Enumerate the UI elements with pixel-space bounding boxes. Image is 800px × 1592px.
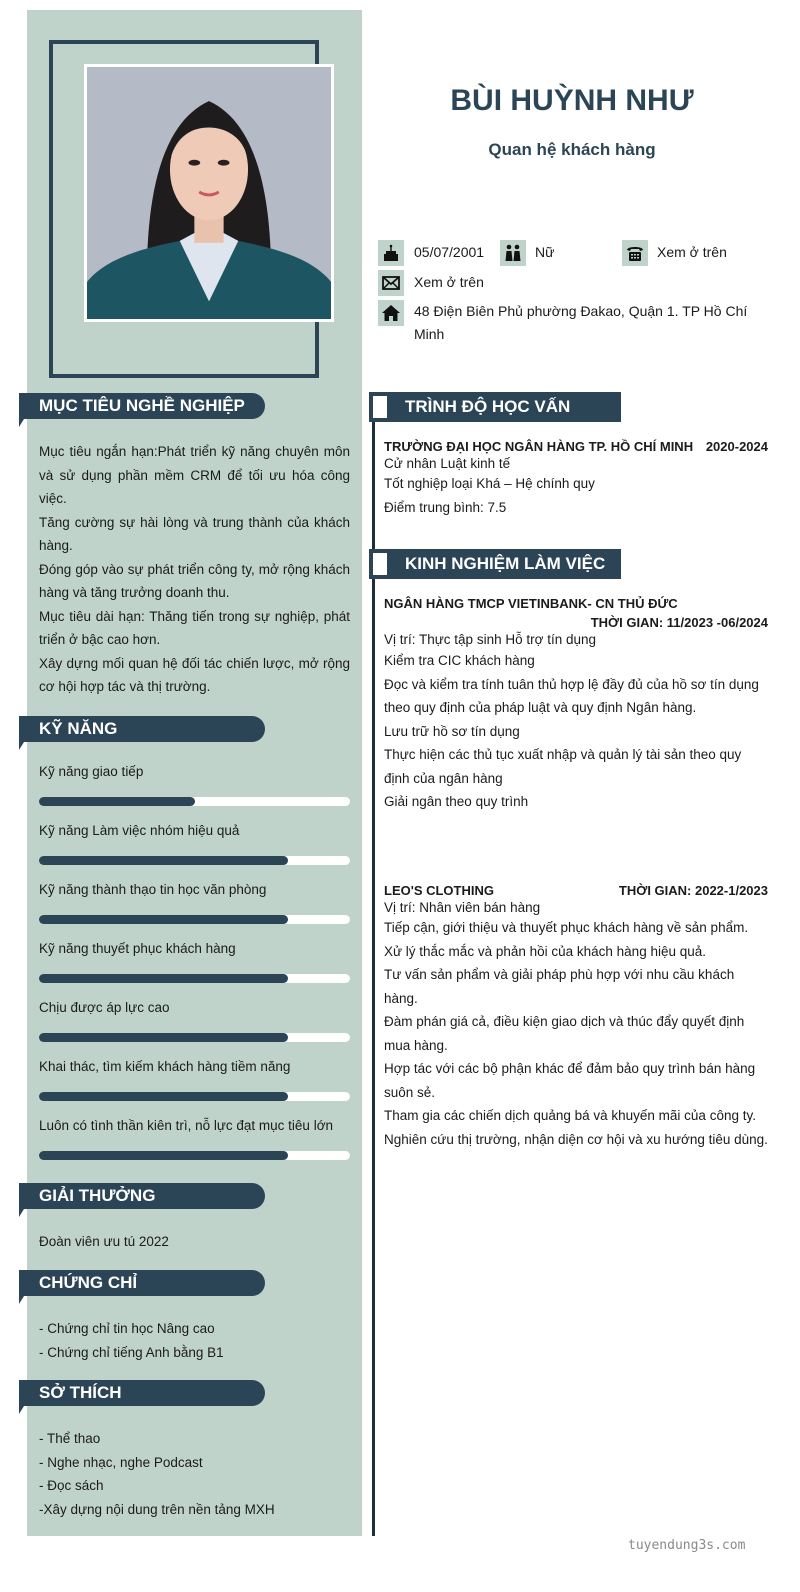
- hobby-item: -Xây dựng nội dung trên nền tảng MXH: [39, 1501, 275, 1517]
- job-position: Vị trí: Nhân viên bán hàng: [384, 900, 541, 915]
- gender-value: Nữ: [535, 244, 555, 260]
- profile-photo: [84, 64, 334, 322]
- job-duty: Đàm phán giá cả, điều kiện giao dịch và thúc đẩy quyết định mua hàng.: [384, 1014, 745, 1053]
- certificate-item: - Chứng chỉ tiếng Anh bằng B1: [39, 1344, 224, 1360]
- address-line-2: Minh: [414, 326, 445, 342]
- job-company: NGÂN HÀNG TMCP VIETINBANK- CN THỦ ĐỨC: [384, 596, 678, 611]
- phone-value: Xem ở trên: [657, 244, 727, 260]
- address-line-1: 48 Điện Biên Phủ phường Đakao, Quận 1. TP Hồ Chí: [414, 303, 748, 319]
- skill-bar-fill: [39, 797, 195, 806]
- skills-heading: KỸ NĂNG: [19, 716, 265, 742]
- skill-label: Kỹ năng thuyết phục khách hàng: [39, 941, 236, 956]
- experience-heading: [369, 549, 621, 579]
- job-company: LEO'S CLOTHING: [384, 883, 494, 898]
- objective-paragraph: Đóng góp vào sự phát triển công ty, mở rộng khách hàng và tăng trưởng doanh thu.: [39, 561, 350, 600]
- skill-bar-fill: [39, 1092, 288, 1101]
- education-period: 2020-2024: [705, 439, 768, 454]
- hobbies-heading: SỞ THÍCH: [19, 1380, 265, 1406]
- home-icon: [378, 300, 404, 326]
- objective-paragraph: Xây dựng mối quan hệ đối tác chiến lược, mở rộng cơ hội hợp tác và thị trường.: [39, 655, 350, 694]
- job-duty: Thực hiện các thủ tục xuất nhập và quản lý tài sản theo quy định của ngân hàng: [384, 747, 742, 786]
- hobby-item: - Thể thao: [39, 1431, 101, 1446]
- education-school: TRƯỜNG ĐẠI HỌC NGÂN HÀNG TP. HỒ CHÍ MINH: [384, 439, 694, 454]
- job-duty: Giải ngân theo quy trình: [384, 794, 529, 809]
- education-heading: [369, 392, 621, 422]
- job-duty: Nghiên cứu thị trường, nhận diện cơ hội và xu hướng tiêu dùng.: [384, 1131, 768, 1147]
- certificates-list: [39, 1317, 350, 1364]
- job-period: THỜI GIAN: 11/2023 -06/2024: [590, 615, 768, 630]
- skill-label: Kỹ năng thành thạo tin học văn phòng: [39, 882, 267, 897]
- skill-label: Luôn có tình thần kiên trì, nỗ lực đạt mục tiêu lớn: [39, 1118, 334, 1133]
- email-icon: [378, 270, 404, 296]
- address-value: [414, 300, 754, 346]
- job-period: THỜI GIAN: 2022-1/2023: [618, 883, 768, 898]
- skill-label: Kỹ năng Làm việc nhóm hiệu quả: [39, 823, 240, 838]
- education-details: [384, 472, 768, 519]
- objective-heading: MỤC TIÊU NGHỀ NGHIỆP: [19, 393, 265, 419]
- hobby-item: - Đọc sách: [39, 1478, 104, 1493]
- gender-icon: [500, 240, 526, 266]
- birthday-cake-icon: [378, 240, 404, 266]
- birthday-value: 05/07/2001: [414, 244, 485, 260]
- job-duty: Xử lý thắc mắc và phản hồi của khách hàng hiệu quả.: [384, 943, 706, 959]
- job-duty: Lưu trữ hồ sơ tín dụng: [384, 723, 520, 739]
- skill-bar-fill: [39, 856, 288, 865]
- job-duty: Tham gia các chiến dịch quảng bá và khuyến mãi của công ty.: [384, 1108, 756, 1123]
- skill-bar: [39, 974, 350, 983]
- skill-bar: [39, 915, 350, 924]
- heading-notch: [373, 553, 387, 575]
- skill-label: Khai thác, tìm kiếm khách hàng tiềm năng: [39, 1059, 291, 1074]
- heading-notch: [373, 396, 387, 418]
- education-degree: Cử nhân Luật kinh tế: [384, 456, 511, 471]
- award-item: Đoàn viên ưu tú 2022: [39, 1234, 169, 1249]
- phone-icon: [622, 240, 648, 266]
- skill-bar-fill: [39, 1151, 288, 1160]
- skill-bar-fill: [39, 974, 288, 983]
- job-position: Vị trí: Thực tập sinh Hỗ trợ tín dụng: [384, 632, 596, 647]
- skill-label: Kỹ năng giao tiếp: [39, 764, 144, 779]
- skill-label: Chịu được áp lực cao: [39, 1000, 170, 1015]
- hobbies-list: [39, 1427, 350, 1521]
- skill-bar: [39, 1092, 350, 1101]
- awards-list: [39, 1230, 350, 1254]
- job-title: Quan hệ khách hàng: [488, 140, 656, 159]
- experience-heading-text: KINH NGHIỆM LÀM VIỆC: [405, 554, 606, 573]
- skill-bar-fill: [39, 915, 288, 924]
- hobby-item: - Nghe nhạc, nghe Podcast: [39, 1454, 203, 1470]
- awards-heading: GIẢI THƯỞNG: [19, 1183, 265, 1209]
- objective-paragraph: Mục tiêu ngắn hạn:Phát triển kỹ năng chuyên môn và sử dụng phần mềm CRM để tối ưu hóa công việc.: [39, 444, 350, 506]
- job-duties: [384, 649, 768, 814]
- education-line: Điểm trung bình: 7.5: [384, 499, 507, 515]
- skill-bar: [39, 1151, 350, 1160]
- objective-paragraph: Mục tiêu dài hạn: Thăng tiến trong sự nghiệp, phát triển ở bậc cao hơn.: [39, 608, 350, 647]
- job-duty: Hợp tác với các bộ phận khác để đảm bảo quy trình bán hàng suôn sẻ.: [384, 1061, 756, 1100]
- objective-paragraph: Tăng cường sự hài lòng và trung thành của khách hàng.: [39, 514, 350, 553]
- objective-text: [39, 440, 350, 699]
- job-duty: Đọc và kiểm tra tính tuân thủ hợp lệ đầy đủ của hồ sơ tín dụng theo quy định của pháp luật và quy định Ngân hàng.: [384, 676, 759, 715]
- education-heading-text: TRÌNH ĐỘ HỌC VẤN: [405, 397, 571, 416]
- job-duty: Kiểm tra CIC khách hàng: [384, 653, 535, 668]
- certificates-heading: CHỨNG CHỈ: [19, 1270, 265, 1296]
- skill-bar: [39, 797, 350, 806]
- watermark: tuyendung3s.com: [628, 1538, 746, 1553]
- skill-bar: [39, 856, 350, 865]
- skill-bar: [39, 1033, 350, 1042]
- education-line: Tốt nghiệp loại Khá – Hệ chính quy: [384, 476, 595, 491]
- job-duties: [384, 916, 768, 1151]
- skill-bar-fill: [39, 1033, 288, 1042]
- candidate-name: BÙI HUỲNH NHƯ: [450, 84, 694, 117]
- job-duty: Tư vấn sản phẩm và giải pháp phù hợp với nhu cầu khách hàng.: [384, 967, 735, 1006]
- job-duty: Tiếp cận, giới thiệu và thuyết phục khách hàng về sản phẩm.: [384, 920, 749, 935]
- certificate-item: - Chứng chỉ tin học Nâng cao: [39, 1321, 215, 1336]
- email-value: Xem ở trên: [414, 274, 484, 290]
